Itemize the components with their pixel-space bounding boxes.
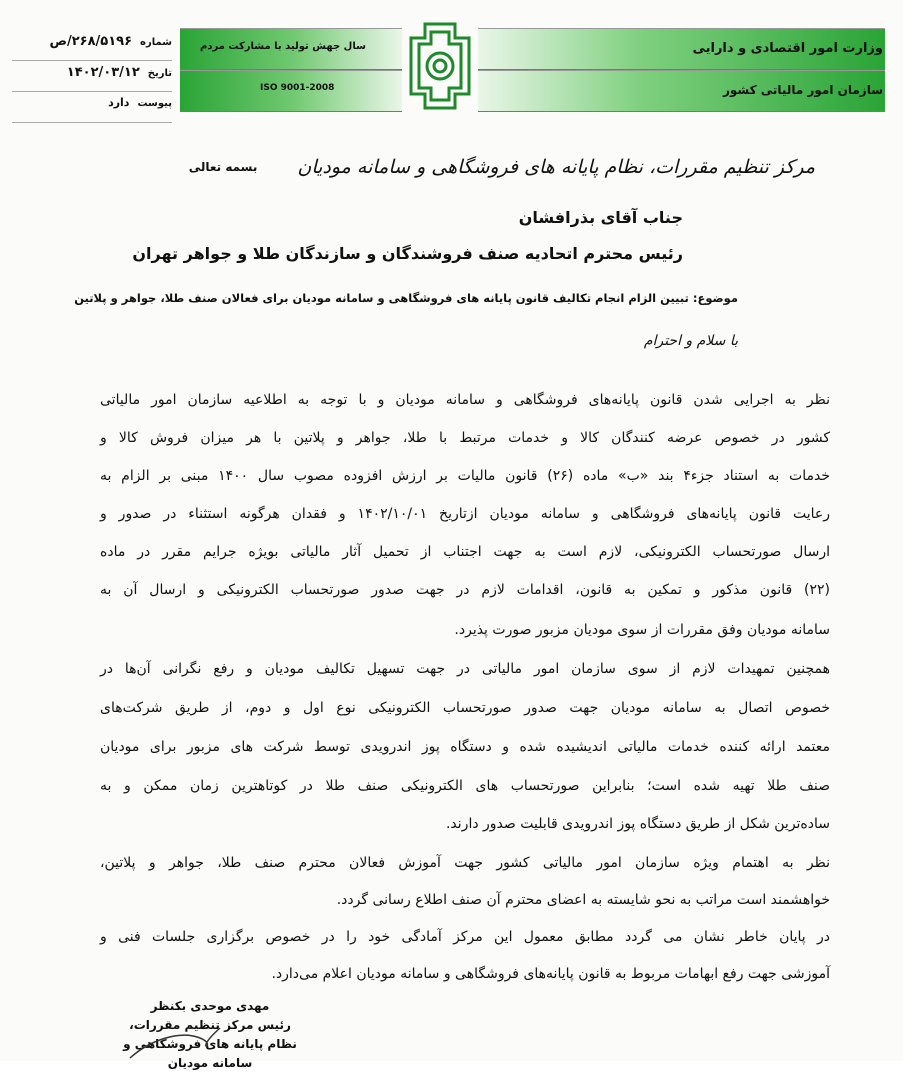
invocation: بسمه تعالی: [188, 160, 258, 174]
letterhead-bar-slogan: [180, 28, 402, 70]
body-line: نظر به اجرایی شدن قانون پایانه‌های فروشگاهی و سامانه مودیان و با توجه به اطلاعیه سازمان امور مالیاتی: [100, 392, 830, 408]
signatory-organization: نظام پایانه های فروشگاهی و سامانه مودیان: [123, 1037, 297, 1070]
letterhead-bar-organization: [478, 70, 885, 112]
number-label: شماره: [140, 37, 172, 48]
center-title: مرکز تنظیم مقررات، نظام پایانه های فروشگاهی و سامانه مودیان: [297, 156, 815, 178]
body-line: در پایان خاطر نشان می گردد مطابق معمول این مرکز آمادگی خود را در خصوص برگزاری جلسات فنی و: [100, 929, 830, 945]
slogan: سال جهش تولید با مشارکت مردم: [200, 41, 366, 52]
body-line: نظر به اهتمام ویژه سازمان امور مالیاتی کشور جهت آموزش فعالان محترم صنف طلا، جواهر و پلاتین،: [100, 855, 830, 871]
letterhead-bar-iso: [180, 70, 402, 112]
handwritten-signature: [120, 1020, 230, 1061]
date-label: تاریخ: [147, 68, 172, 79]
body-line: خصوص اتصال به سامانه مودیان جهت صدور صورتحساب الکترونیکی نوع اول و دوم، از طریق شرکت‌های: [100, 700, 830, 716]
letter-number: ۲۶۸/۵۱۹۶/ص: [49, 34, 133, 49]
body-line: معتمد ارائه کننده خدمات مالیاتی اندیشیده شده و دستگاه پوز اندرویدی توسط شرکت های مزبور برای مودیان: [100, 739, 830, 755]
letter-date: ۱۴۰۲/۰۳/۱۲: [66, 65, 140, 80]
body-line: خدمات به استناد جزء۴ بند «ب» ماده (۲۶) قانون مالیات بر ارزش افزوده مصوب سال ۱۴۰۰ مبنی بر الزام به: [100, 468, 830, 484]
attachment-label: پیوست: [137, 98, 172, 109]
number-row: [12, 34, 172, 61]
signatory-name: مهدی موحدی بکنظر: [150, 999, 270, 1013]
body-line: (۲۲) قانون مذکور و تمکین به قانون، اقدامات لازم در جهت صدور صورتحساب الکترونیکی و ارسال آن به: [100, 582, 830, 598]
body-line: ارسال صورتحساب الکترونیکی، لازم است به جهت اجتناب از تحمیل آثار مالیاتی بویژه جرایم مقرر در ماده: [100, 544, 830, 560]
letterhead-bar-ministry: [478, 28, 885, 70]
body-line: آموزشی جهت رفع ابهامات مربوط به قانون پایانه‌های فروشگاهی و سامانه مودیان اعلام می‌دارد.: [271, 966, 830, 982]
body-line: ساده‌ترین شکل از طریق دستگاه پوز اندرویدی قابلیت صدور دارند.: [445, 816, 830, 832]
subject-line: موضوع: تبیین الزام انجام تکالیف قانون پایانه های فروشگاهی و سامانه مودیان برای فعالان صنف طلا، جواهر و پلاتین: [74, 291, 738, 305]
letter-meta: [12, 34, 172, 127]
signatory-position: رئیس مرکز تنظیم مقررات،: [129, 1018, 291, 1032]
title-row: [120, 156, 815, 178]
greeting: با سلام و احترام: [643, 333, 738, 349]
ministry-name: وزارت امور اقتصادی و دارایی: [692, 41, 883, 56]
body-line: رعایت قانون پایانه‌های فروشگاهی و سامانه مودیان ازتاریخ ۱۴۰۲/۱۰/۰۱ و فقدان هرگونه استثناء در صدور و: [100, 506, 830, 522]
body-line: خواهشمند است مراتب به نحو شایسته به اعضای محترم آن صنف اطلاع رسانی گردد.: [336, 892, 830, 908]
attachment-row: [12, 96, 172, 123]
recipient-name: جناب آقای بذرافشان: [518, 208, 683, 227]
attachment-value: دارد: [108, 96, 130, 109]
body-line: سامانه مودیان وفق مقررات از سوی مودیان مزبور صورت پذیرد.: [454, 622, 830, 638]
recipient-title: رئیس محترم اتحادیه صنف فروشندگان و سازندگان طلا و جواهر تهران: [132, 244, 683, 263]
tax-organization-logo: [405, 20, 475, 112]
organization-name: سازمان امور مالیاتی کشور: [722, 83, 883, 97]
body-line: کشور در خصوص عرضه کنندگان کالا و خدمات مرتبط با طلا، جواهر و پلاتین با هر میزان فروش کالا و: [100, 430, 830, 446]
body-line: همچنین تمهیدات لازم از سوی سازمان امور مالیاتی در جهت تسهیل تکالیف مودیان و رفع نگرانی آن‌ها در: [100, 661, 830, 677]
date-row: [12, 65, 172, 92]
iso-label: ISO 9001-2008: [260, 83, 335, 93]
body-line: صنف طلا تهیه شده است؛ بنابراین صورتحساب های الکترونیکی صنف طلا در کوتاهترین زمان ممکن و به: [100, 778, 830, 794]
